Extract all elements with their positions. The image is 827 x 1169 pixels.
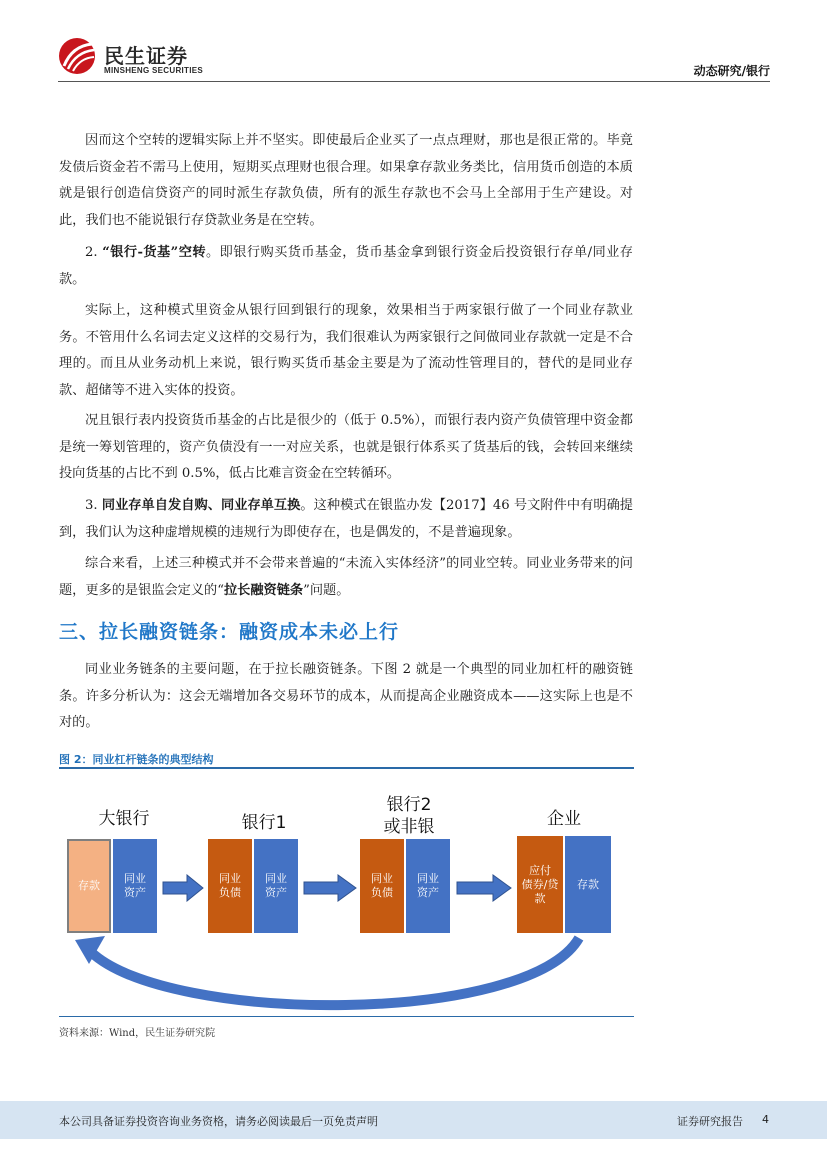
item-text: 。即银行购买货币基金，货币基金拿到银行资金后投资银行存单/同业存款。 (59, 245, 633, 287)
node-label-bank2: 银行2 (386, 795, 432, 815)
curved-return-arrow-icon (59, 930, 634, 1014)
bank1-interbank-assets-box: 同业 资产 (254, 839, 298, 933)
bank2-interbank-liabilities-box: 同业 负债 (360, 839, 404, 933)
right-arrow-icon (302, 874, 358, 902)
bank1-interbank-liabilities-box: 同业 负债 (208, 839, 252, 933)
node-label-enterprise: 企业 (547, 809, 581, 829)
footer-report-type: 证券研究报告 (677, 1115, 743, 1128)
header-divider (58, 81, 770, 82)
brand-name-cn: 民生证券 (104, 44, 188, 68)
paragraph-3: 实际上，这种模式里资金从银行回到银行的现象，效果相当于两家银行做了一个同业存款业务。不管用什么名词去定义这样的交易行为，我们很难认为两家银行之间做同业存款就一定是不合理的。而且从业务动机上来说，银行购买货币基金主要是为了流动性管理目的，替代的是同业存款、超储等不进入实体的投资。 (59, 303, 633, 398)
text-span: ”问题。 (303, 582, 350, 598)
paragraph-2 (59, 240, 633, 293)
item-number: 2. (85, 245, 103, 260)
right-arrow-icon (161, 874, 205, 902)
node-label-bank1: 银行1 (241, 813, 287, 833)
node-label-non-bank: 或非银 (383, 817, 435, 837)
figure-source: 资料来源：Wind，民生证券研究院 (59, 1028, 216, 1039)
paragraph-6 (59, 551, 633, 604)
page-number: 4 (762, 1113, 769, 1126)
enterprise-deposits-box: 存款 (565, 836, 611, 933)
big-bank-deposits-box: 存款 (67, 839, 111, 933)
section-heading: 三、拉长融资链条：融资成本未必上行 (59, 621, 400, 643)
right-arrow-icon (455, 874, 513, 902)
report-section: 动态研究/银行 (693, 64, 770, 78)
item-text: 。这种模式在银监办发【2017】46 号文附件中有明确提到，我们认为这种虚增规模的违规行为即使存在，也是偶发的，不是普遍现象。 (59, 498, 633, 540)
page-header (58, 36, 770, 80)
leverage-chain-diagram (59, 770, 634, 1014)
bold-term: 拉长融资链条 (224, 582, 304, 598)
paragraph-1: 因而这个空转的逻辑实际上并不坚实。即使最后企业买了一点点理财，那也是很正常的。毕竟发债后资金若不需马上使用，短期买点理财也很合理。如果拿存款业务类比，信用货币创造的本质就是银行创造信贷资产的同时派生存款负债，所有的派生存款也不会马上全部用于生产建设。对此，我们也不能说银行存贷款业务是在空转。 (59, 133, 633, 228)
footer-disclaimer: 本公司具备证券投资咨询业务资格，请务必阅读最后一页免责声明 (59, 1115, 378, 1128)
big-bank-interbank-assets-box: 同业 资产 (113, 839, 157, 933)
bank2-interbank-assets-box: 同业 资产 (406, 839, 450, 933)
item-heading: 同业存单自发自购、同业存单互换 (101, 498, 301, 513)
brand-name-en: MINSHENG SECURITIES (104, 66, 204, 75)
figure-top-rule (59, 767, 634, 769)
text-span: 综合来看，上述三种模式并不会带来普遍的“未流入实体经济”的同业空转。同业业务带来的问题，更多的是银监会定义的“ (59, 556, 633, 598)
page-footer (0, 1101, 827, 1139)
node-label-big-bank: 大银行 (98, 809, 150, 829)
figure-bottom-rule (59, 1016, 634, 1017)
enterprise-bonds-loans-box: 应付 债券/贷 款 (517, 836, 563, 933)
item-number: 3. (85, 498, 102, 513)
minsheng-logo-icon (58, 36, 104, 76)
item-heading: “银行-货基”空转 (102, 245, 206, 260)
paragraph-5 (59, 493, 633, 546)
paragraph-7: 同业业务链条的主要问题，在于拉长融资链条。下图 2 就是一个典型的同业加杠杆的融资链条。许多分析认为：这会无端增加各交易环节的成本，从而提高企业融资成本——这实际上也是不对的。 (59, 662, 633, 730)
paragraph-4: 况且银行表内投资货币基金的占比是很少的（低于 0.5%），而银行表内资产负债管理中资金都是统一筹划管理的，资产负债没有一一对应关系，也就是银行体系买了货基后的钱，会转回来继续投向货基的占比不到 0.5%，低占比难言资金在空转循环。 (59, 413, 633, 481)
figure-title: 图 2：同业杠杆链条的典型结构 (59, 753, 214, 766)
